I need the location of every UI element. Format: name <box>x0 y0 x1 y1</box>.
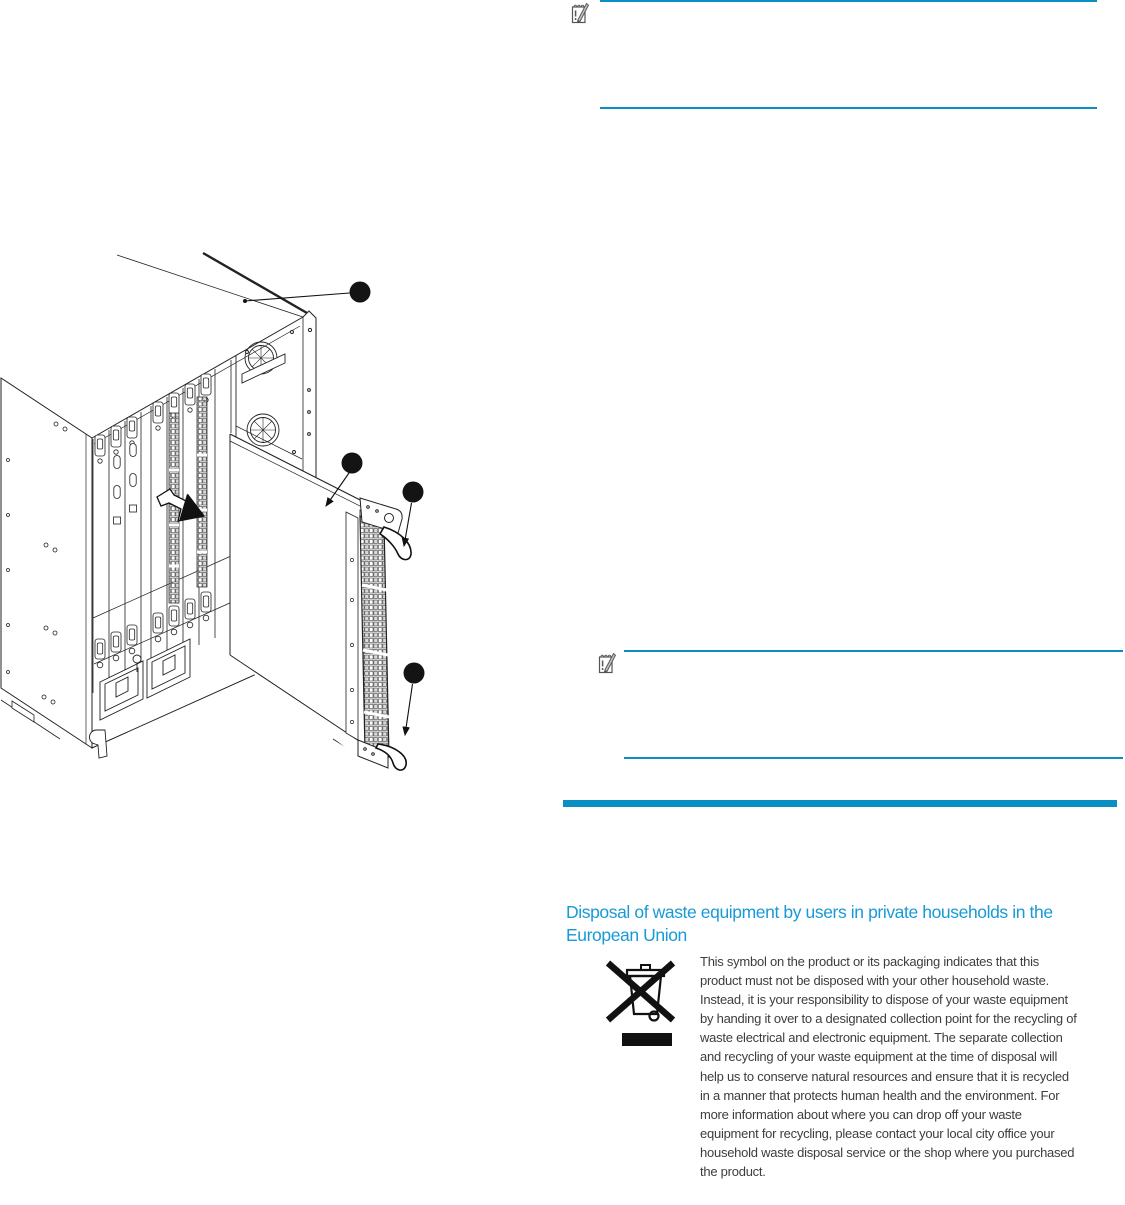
extracted-io-card <box>230 426 411 770</box>
top-cover-edge <box>203 253 307 313</box>
figure-callout-4 <box>404 663 425 684</box>
note-box-bottom <box>586 650 1123 760</box>
note-icon <box>597 652 618 675</box>
weee-crossed-out-wheelie-bin-icon <box>603 956 677 1052</box>
card-front-panel <box>360 516 389 757</box>
disposal-heading: Disposal of waste equipment by users in private households in the European Union <box>566 902 1053 945</box>
note-rule-bottom <box>624 757 1123 759</box>
side-panel <box>1 378 92 748</box>
section-divider-rule <box>563 800 1117 807</box>
fan-grille-bottom <box>247 414 279 446</box>
note-box-top <box>560 0 1097 112</box>
note-rule-bottom <box>600 107 1097 109</box>
card-rail <box>346 512 358 740</box>
figure-callout-1 <box>350 282 371 303</box>
weee-bar <box>622 1033 672 1046</box>
disposal-paragraph: This symbol on the product or its packaging indicates that this product must not be disposed with your other household waste. Instead, it is your responsibility to dispose of your waste equipment by handing it over to a designated collection point for the recycling of waste electrical and electronic equipment. The separate collection and recycling of your waste equipment at the time of disposal will help us to conserve natural resources and ensure that it is recycled in a manner that protects human health and the environment. For more information about where you can drop off your waste equipment for recycling, please contact your local city office your household waste disposal service or the shop where you purchased the product. <box>700 954 1077 1180</box>
note-rule-top <box>600 0 1097 2</box>
figure-callout-3 <box>403 482 424 503</box>
figure-callout-2 <box>342 453 363 474</box>
chassis-illustration <box>0 240 440 806</box>
note-rule-top <box>624 650 1123 652</box>
note-icon <box>570 2 591 25</box>
chassis-card-removal-figure <box>0 240 440 806</box>
